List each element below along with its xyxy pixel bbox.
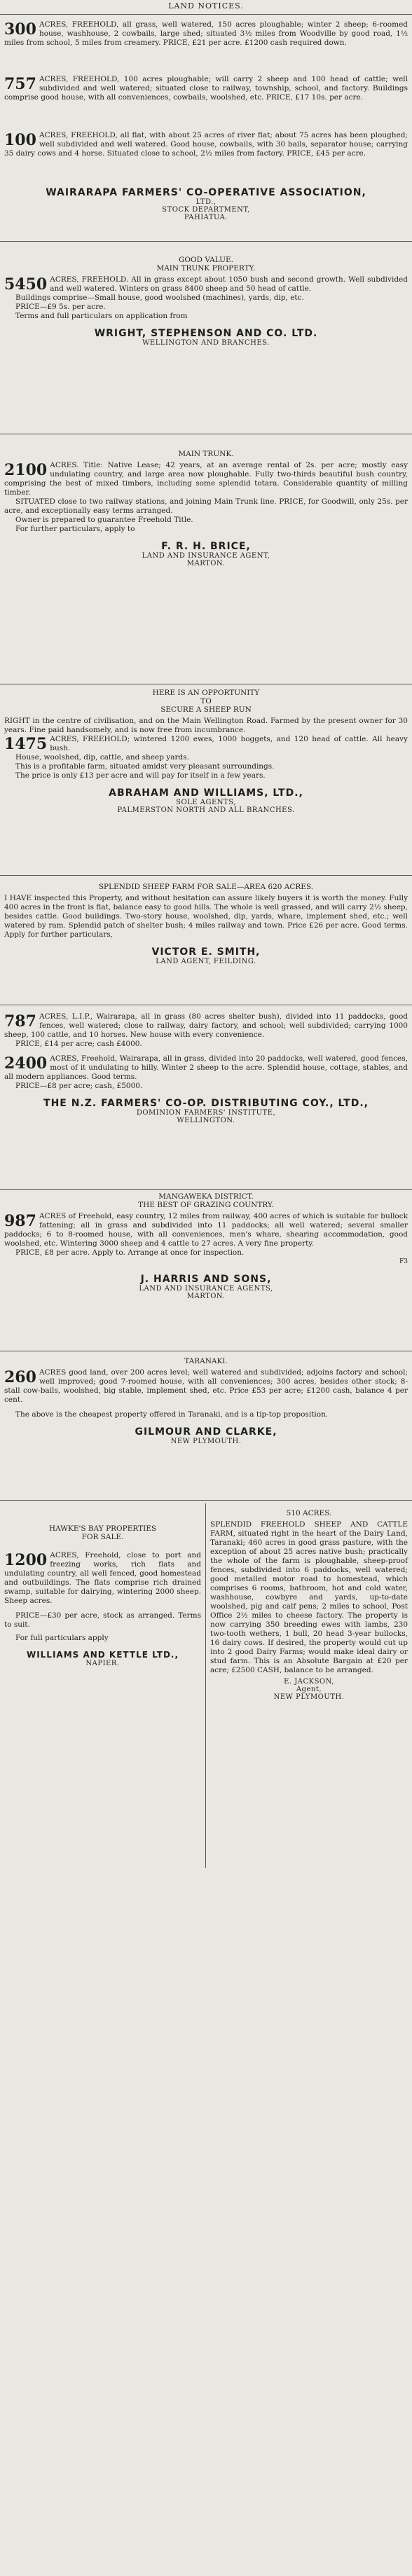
- hawkes-bay-ad: [0, 1503, 206, 1868]
- mangaweka-ad: [0, 1192, 412, 1348]
- ad-title: MAIN TRUNK.: [178, 450, 234, 458]
- listing-text: ACRES, FREEHOLD; wintered 1200 ewes, 1000 hoggets, and 120 head of cattle. All heavy bush.: [50, 735, 408, 752]
- agent-desc: LAND AND INSURANCE AGENTS,: [139, 1285, 273, 1293]
- good-value-ad: [0, 256, 412, 431]
- ad-title: MANGAWEKA DISTRICT.: [158, 1192, 254, 1201]
- listing-text: ACRES, Freehold, Wairarapa, all in grass, divided into 20 paddocks, well watered, good fences, most of it undulating to hilly. Winter 2 sheep to the acre. Splendid house, cottage, stables, and all modern appliances. Good terms.: [4, 1054, 408, 1081]
- divider: [0, 1189, 412, 1190]
- nz-farmers-firm: THE N.Z. FARMERS' CO-OP. DISTRIBUTING COY., LTD.,: [43, 1098, 369, 1109]
- acres-figure: 5450: [4, 275, 48, 294]
- agent-town: NEW PLYMOUTH.: [170, 1438, 242, 1445]
- divider: [0, 241, 412, 242]
- intro-text: RIGHT in the centre of civilisation, and on the Main Wellington Road. Farmed by the present owner for 30 years. Fine paid handsomely, and is now free from incumbrance.: [4, 717, 408, 734]
- further-text: For full particulars apply: [15, 1634, 109, 1642]
- branches-text: PALMERSTON NORTH AND ALL BRANCHES.: [117, 806, 295, 814]
- price-text: PRICE—£9 5s. per acre.: [15, 303, 106, 311]
- wright-stephenson-firm: WRIGHT, STEPHENSON AND CO. LTD.: [94, 328, 318, 339]
- acres-figure: 2100: [4, 461, 48, 479]
- divider: [0, 14, 412, 15]
- wairarapa-town: PAHIATUA.: [184, 214, 228, 221]
- house-text: House, woolshed, dip, cattle, and sheep yards.: [15, 753, 189, 762]
- sheep-run-ad: [0, 689, 412, 872]
- acres-figure: 787: [4, 1012, 36, 1031]
- taranaki-ad: [0, 1357, 412, 1497]
- listing-text: ACRES, Freehold, close to port and freezing works, rich flats and undulating country, all well fenced, good homestead and outbuildings. The flats comprise rich drained swamp, suitable for dairying, wintering 2000 sheep. Sheep acres.: [4, 1551, 201, 1605]
- acres-figure: 260: [4, 1368, 36, 1386]
- acres-figure: 1475: [4, 735, 48, 753]
- terms-text: Terms and full particulars on application from: [15, 312, 188, 320]
- williams-kettle-firm: WILLIAMS AND KETTLE LTD.,: [26, 1650, 179, 1660]
- 510-acres-ad: [206, 1503, 412, 1868]
- heading-line-3: SECURE A SHEEP RUN: [160, 705, 252, 714]
- abraham-williams-firm: ABRAHAM AND WILLIAMS, LTD.,: [109, 787, 303, 799]
- profit-text: This is a profitable farm, situated amidst very pleasant surroundings.: [15, 762, 275, 771]
- agent-role: Agent,: [296, 1686, 322, 1693]
- wairarapa-firm: WAIRARAPA FARMERS' CO-OPERATIVE ASSOCIATION,: [46, 187, 366, 198]
- ad-title: SPLENDID SHEEP FARM FOR SALE—AREA 620 ACRES.: [98, 883, 314, 891]
- listing-text: ACRES. Title: Native Lease; 42 years, at an average rental of 2s. per acre; mostly easy undulating country, and large area now ploughable. Fully two-thirds beautiful bush country, comprising the best of mixed timbers, including some splendid totara. Considerable quantity of milling timber.: [4, 461, 408, 497]
- institute-text: DOMINION FARMERS' INSTITUTE,: [136, 1109, 276, 1117]
- harris-sons-firm: J. HARRIS AND SONS,: [140, 1274, 272, 1285]
- acres-figure: 987: [4, 1212, 36, 1230]
- price-text: PRICE—£30 per acre, stock as arranged. Terms to suit.: [4, 1611, 201, 1629]
- listing-text: ACRES, FREEHOLD. All in grass except about 1050 bush and second growth. Well subdivided and well watered. Winters on grass 8400 sheep and 50 head of cattle.: [50, 275, 408, 293]
- ad-title: TARANAKI.: [184, 1357, 228, 1365]
- main-trunk-ad: [0, 450, 412, 681]
- institute-town: WELLINGTON.: [177, 1117, 235, 1124]
- nz-farmers-ad: [0, 1010, 412, 1186]
- further-text: For further particulars, apply to: [15, 525, 135, 533]
- price-text: The price is only £13 per acre and will pay for itself in a few years.: [15, 771, 266, 780]
- listing-text: ACRES, FREEHOLD, 100 acres ploughable; will carry 2 sheep and 100 head of cattle; well subdivided and well watered; situated close to railway, township, school, and factory. Buildings comprise good house, with all conveniences, cowbails, woolshed, etc. PRICE, £17 10s. per acre.: [4, 75, 408, 102]
- brice-agent: F. R. H. BRICE,: [161, 541, 251, 552]
- bottom-columns: [0, 1503, 412, 1868]
- ad-subtitle: THE BEST OF GRAZING COUNTRY.: [138, 1201, 274, 1209]
- agent-town: NEW PLYMOUTH.: [273, 1693, 345, 1701]
- listing-text: ACRES, L.I.P., Wairarapa, all in grass (80 acres shelter bush), divided into 11 paddocks, good fences, well watered; close to railway, dairy factory, and school; well subdivided; carrying 1000 sheep, 100 cattle, and 10 horses. New house with every convenience.: [4, 1012, 408, 1039]
- splendid-farm-ad: [0, 883, 412, 1002]
- ad-title: GOOD VALUE.: [178, 256, 234, 264]
- listing-text: ACRES of Freehold, easy country, 12 miles from railway, 400 acres of which is suitable for bullock fattening; all in grass and subdivided into 11 paddocks; all well watered; several smaller paddocks; 6 to 8-roomed house, with all conveniences, men's whare, shearing accommodation, good woolshed, etc. Wintering 3000 sheep and 4 cattle to 27 acres. A very fine property.: [4, 1212, 408, 1248]
- heading-line-2: TO: [200, 697, 212, 705]
- listing-300-acres: [0, 18, 412, 72]
- ad-subtitle: MAIN TRUNK PROPERTY.: [156, 264, 256, 273]
- listing-100-acres: [0, 128, 412, 183]
- ad-title: 510 ACRES.: [286, 1509, 332, 1517]
- reference-code: F3: [399, 1258, 408, 1265]
- listing-text: ACRES, FREEHOLD, all grass, well watered, 150 acres ploughable; winter 2 sheep; 6-roomed house, washhouse, 2 cowbails, large shed; situated 3½ miles from Woodville by good road, 1½ miles from school, 5 miles from creamery. PRICE, £21 per acre. £1200 cash required down.: [4, 20, 408, 47]
- agent-name: E. JACKSON,: [284, 1678, 334, 1686]
- listing-text: SPLENDID FREEHOLD SHEEP AND CATTLE FARM, situated right in the heart of the Dairy Land, Taranaki; 460 acres in good grass pasture, with the exception of about 25 acres native bush; practically the whole of the farm is ploughable, sheep-proof fences, subdivided into 6 paddocks, well watered; good metalled motor road to homestead, which comprises 6 rooms, bathroom, hot and cold water, washhouse, cowbyre and yards, up-to-date woolshed, pig and calf pens; 2 miles to school, Post Office 2½ miles to cheese factory. The property is now carrying 350 breeding ewes with lambs, 230 two-tooth wethers, 1 bull, 20 head 3-year bullocks, 16 dairy cows. If desired, the property would cut up into 2 good Dairy Farms; would make ideal dairy or stud farm. This is an Absolute Bargain at £20 per acre; £2500 CASH, balance to be arranged.: [210, 1520, 408, 1674]
- victor-smith-agent: VICTOR E. SMITH,: [151, 946, 261, 958]
- acres-figure: 757: [4, 75, 36, 93]
- listing-757-acres: [0, 72, 412, 128]
- agent-town: MARTON.: [186, 1293, 226, 1300]
- agent-desc: LAND AGENT, FEILDING.: [156, 958, 256, 965]
- owner-text: Owner is prepared to guarantee Freehold Title.: [15, 516, 193, 524]
- note-text: The above is the cheapest property offered in Taranaki, and is a tip-top proposition.: [15, 1410, 329, 1419]
- ad-title-2: FOR SALE.: [81, 1533, 124, 1541]
- sole-agents: SOLE AGENTS,: [176, 799, 236, 806]
- acres-figure: 2400: [4, 1054, 48, 1073]
- buildings-text: Buildings comprise—Small house, good woolshed (machines), yards, dip, etc.: [15, 294, 304, 302]
- divider: [0, 875, 412, 876]
- wairarapa-dept: STOCK DEPARTMENT,: [162, 206, 250, 214]
- page-header: LAND NOTICES.: [168, 1, 244, 11]
- acres-figure: 100: [4, 131, 36, 149]
- listing-text: I HAVE inspected this Property, and without hesitation can assure likely buyers it is worth the money. Fully 400 acres in the front is flat, balance easy to good hills. The whole is well grassed, and will carry 2½ sheep, besides cattle. Good buildings. Two-story house, woolshed, dip, yards, whare, implement shed, etc.; well watered by ram. Splendid patch of shelter bush; 4 miles railway and town. Price £26 per acre. Good terms. Apply for further particulars,: [4, 894, 408, 939]
- listing-text: ACRES, FREEHOLD, all flat, with about 25 acres of river flat; about 75 acres has been ploughed; well subdivided and well watered. Good house, cowbails, with 30 bails, separator house; carrying 35 dairy cows and 4 horse. Situated close to school, 2½ miles from factory. PRICE, £45 per acre.: [4, 131, 408, 158]
- branches-text: WELLINGTON AND BRANCHES.: [142, 339, 270, 347]
- listing-text: ACRES good land, over 200 acres level; well watered and subdivided; adjoins factory and school; well improved; good 7-roomed house, with all conveniences; 300 acres, besides other stock; 8-stall cow-bails, woolshed, big stable, implement shed, etc. Price £53 per acre; £1200 cash, balance 4 per cent.: [4, 1368, 408, 1404]
- heading-line-1: HERE IS AN OPPORTUNITY: [152, 689, 260, 697]
- divider: [0, 1500, 412, 1501]
- price-text: PRICE, £8 per acre. Apply to. Arrange at once for inspection.: [15, 1248, 245, 1257]
- acres-figure: 1200: [4, 1551, 48, 1569]
- acres-figure: 300: [4, 20, 36, 39]
- situated-text: SITUATED close to two railway stations, and joining Main Trunk line. PRICE, for Goodwill, only 25s. per acre, and exceptionally easy terms arranged.: [4, 497, 408, 515]
- wairarapa-ltd: LTD.,: [195, 198, 217, 206]
- price-text: PRICE, £14 per acre; cash £4000.: [15, 1040, 142, 1048]
- agent-town: MARTON.: [186, 560, 226, 567]
- price-text: PRICE—£8 per acre; cash, £5000.: [15, 1082, 143, 1090]
- agent-town: NAPIER.: [85, 1660, 120, 1667]
- agent-desc: LAND AND INSURANCE AGENT,: [142, 552, 270, 560]
- ad-title-1: HAWKE'S BAY PROPERTIES: [48, 1524, 157, 1533]
- gilmour-clarke-firm: GILMOUR AND CLARKE,: [135, 1426, 277, 1438]
